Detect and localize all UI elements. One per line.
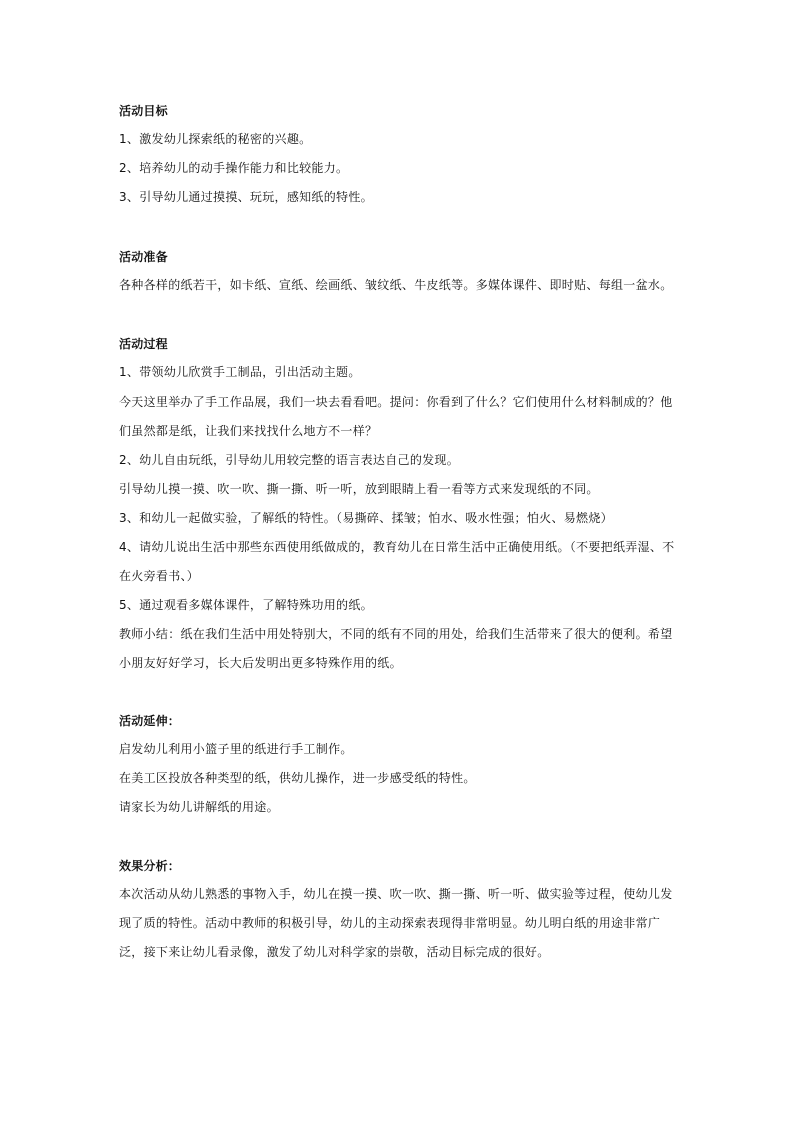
paragraph: 5、通过观看多媒体课件，了解特殊功用的纸。 bbox=[119, 598, 373, 612]
paragraph: 请家长为幼儿讲解纸的用途。 bbox=[119, 800, 279, 814]
section-title: 活动延伸： bbox=[119, 714, 181, 728]
paragraph: 2、幼儿自由玩纸，引导幼儿用较完整的语言表达自己的发现。 bbox=[119, 453, 460, 467]
paragraph: 3、引导幼儿通过摸摸、玩玩，感知纸的特性。 bbox=[119, 190, 373, 204]
section-prep bbox=[119, 249, 679, 307]
paragraph: 1、带领幼儿欣赏手工制品，引出活动主题。 bbox=[119, 365, 361, 379]
paragraph: 1、激发幼儿探索纸的秘密的兴趣。 bbox=[119, 132, 312, 146]
paragraph: 启发幼儿利用小篮子里的纸进行手工制作。 bbox=[119, 742, 353, 756]
section-goals bbox=[119, 103, 679, 219]
paragraph: 今天这里举办了手工作品展，我们一块去看看吧。提问：你看到了什么？它们使用什么材料制成的？他们虽然都是纸，让我们来找找什么地方不一样？ bbox=[119, 395, 673, 438]
section-title: 活动过程 bbox=[119, 337, 168, 351]
paragraph: 3、和幼儿一起做实验，了解纸的特性。（易撕碎、揉皱；怕水、吸水性强；怕火、易燃烧） bbox=[119, 511, 613, 525]
paragraph: 4、请幼儿说出生活中那些东西使用纸做成的，教育幼儿在日常生活中正确使用纸。（不要把纸弄湿、不在火旁看书、） bbox=[119, 540, 675, 583]
paragraph: 本次活动从幼儿熟悉的事物入手，幼儿在摸一摸、吹一吹、撕一撕、听一听、做实验等过程，使幼儿发现了质的特性。活动中教师的积极引导，幼儿的主动探索表现得非常明显。幼儿明白纸的用途非常广泛，接下来让幼儿看录像，激发了幼儿对科学家的崇敬，活动目标完成的很好。 bbox=[119, 887, 673, 959]
paragraph: 教师小结：纸在我们生活中用处特别大，不同的纸有不同的用处，给我们生活带来了很大的便利。希望小朋友好好学习，长大后发明出更多特殊作用的纸。 bbox=[119, 627, 673, 670]
section-extension bbox=[119, 713, 679, 829]
paragraph: 2、培养幼儿的动手操作能力和比较能力。 bbox=[119, 161, 349, 175]
section-process bbox=[119, 336, 679, 685]
section-analysis bbox=[119, 858, 679, 974]
paragraph: 在美工区投放各种类型的纸，供幼儿操作，进一步感受纸的特性。 bbox=[119, 771, 476, 785]
paragraph: 引导幼儿摸一摸、吹一吹、撕一撕、听一听，放到眼睛上看一看等方式来发现纸的不同。 bbox=[119, 482, 599, 496]
paragraph: 各种各样的纸若干，如卡纸、宣纸、绘画纸、皱纹纸、牛皮纸等。多媒体课件、即时贴、每组一盆水。 bbox=[119, 278, 673, 292]
section-title: 效果分析： bbox=[119, 859, 181, 873]
section-title: 活动准备 bbox=[119, 250, 168, 264]
section-title: 活动目标 bbox=[119, 104, 168, 118]
